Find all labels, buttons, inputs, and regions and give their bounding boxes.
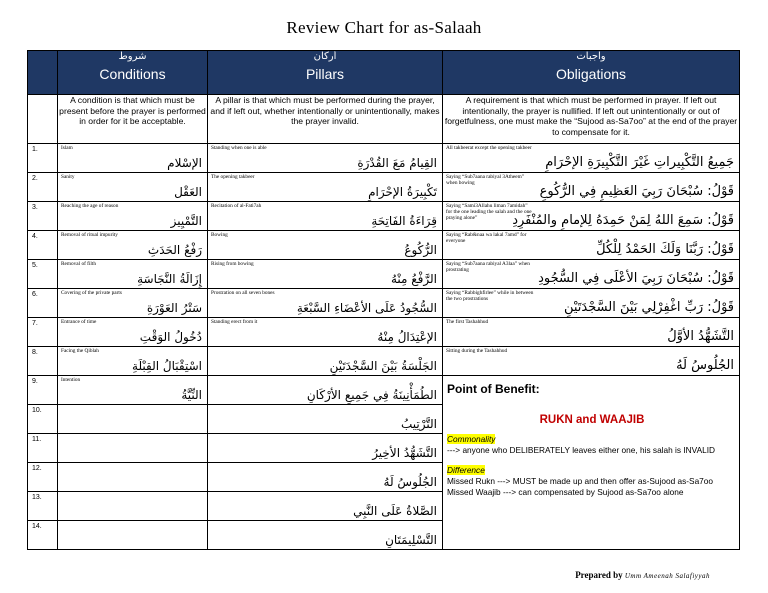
condition-cell [58, 318, 208, 347]
condition-arabic: العَقْل [174, 185, 202, 199]
pillars-description: A pillar is that which must be performed during the prayer, and if left out, whether intentionally or unintentionally, makes the prayer invalid. [208, 95, 443, 144]
pillar-arabic: الصَّلاةُ عَلَى النَّبِي [353, 504, 437, 518]
pillar-cell [208, 347, 443, 376]
table-row [28, 260, 740, 289]
condition-arabic: التَّمْيِيز [170, 214, 202, 228]
pillar-arabic: الجَلْسَةُ بَيْنَ السَّجْدَتَيْنِ [329, 359, 437, 373]
pillar-cell [208, 376, 443, 405]
table-row [28, 173, 740, 202]
condition-english: Covering of the private parts [61, 290, 122, 296]
author-signature: Umm Ameenah Salafiyyah [624, 572, 710, 580]
row-number: 1. [28, 144, 58, 173]
obligation-cell [443, 202, 740, 231]
pillar-arabic: التَّسْلِيمَتَانِ [385, 533, 437, 547]
obligation-cell [443, 318, 740, 347]
row-number: 5. [28, 260, 58, 289]
condition-cell [58, 289, 208, 318]
pillar-arabic: الرَّفْعُ مِنْهُ [390, 272, 437, 286]
obligation-english: Saying “Sub7aana rabiyal A3laa” when prostrating [446, 261, 530, 273]
condition-arabic: الإسْلام [167, 156, 202, 170]
condition-english: Islam [61, 145, 73, 151]
condition-cell [58, 463, 208, 492]
pillar-cell [208, 260, 443, 289]
pillar-cell [208, 434, 443, 463]
pillar-english: Standing when one is able [211, 145, 267, 151]
table-row [28, 289, 740, 318]
obligation-cell [443, 231, 740, 260]
obligation-english: Saying “Rab&naa wa lakal 7amd” for everyone [446, 232, 527, 244]
obligation-english: All takbeerat except the opening takbeer [446, 145, 532, 151]
pillar-arabic: القِيامُ مَعَ القُدْرَةِ [357, 156, 437, 170]
obligation-arabic: قَوْلُ: سُبْحَانَ رَبِيَ الأعْلَى فِي السُّجُودِ [538, 271, 734, 286]
obligation-arabic: التَّشَهُّدُ الأوَّلُ [667, 329, 734, 344]
pillar-arabic: تَكْبِيرَةُ الإحْرَامِ [368, 185, 437, 199]
condition-cell [58, 492, 208, 521]
condition-arabic: رَفْعُ الحَدَثِ [147, 243, 202, 257]
row-number: 11. [28, 434, 58, 463]
condition-cell [58, 202, 208, 231]
condition-cell [58, 144, 208, 173]
pillar-arabic: التَّرْتِيبُ [401, 417, 437, 431]
obligation-english: Saying “Rabbighfirlee” while in between the two prostrations [446, 290, 534, 302]
pillar-cell [208, 521, 443, 550]
obligation-cell [443, 260, 740, 289]
pillar-english: The opening takbeer [211, 174, 255, 180]
obligation-cell [443, 144, 740, 173]
obligation-english: Saying “Sub7aana rabiyal 3Atheem” when bowing [446, 174, 525, 186]
pillar-arabic: الإعْتِدَالُ مِنْهُ [377, 330, 437, 344]
pillar-english: Recitation of al-Fati7ah [211, 203, 262, 209]
row-number: 9. [28, 376, 58, 405]
pillar-english: Bowing [211, 232, 228, 238]
condition-english: Removal of ritual impurity [61, 232, 118, 238]
row-number: 2. [28, 173, 58, 202]
pillar-cell [208, 318, 443, 347]
pillar-cell [208, 231, 443, 260]
obligation-arabic: قَوْلُ: سَمِعَ اللهُ لِمَنْ حَمِدَهُ لِلإمامِ والمُنْفَرِدِ [512, 213, 734, 228]
condition-cell [58, 231, 208, 260]
condition-cell [58, 347, 208, 376]
table-row [28, 231, 740, 260]
footer-credit [575, 570, 710, 580]
pillar-cell [208, 289, 443, 318]
obligation-arabic: جَمِيعُ التَّكْبِيراتِ غَيْرَ التَّكْبِيرَةِ الإحْرَامِ [545, 155, 734, 170]
condition-cell [58, 376, 208, 405]
condition-arabic: اسْتِقْبَالُ القِبْلَةِ [132, 359, 202, 373]
pillar-cell [208, 492, 443, 521]
obligation-english: The first Tashahhud [446, 319, 489, 325]
row-number: 13. [28, 492, 58, 521]
condition-arabic: سَتْرُ العَوْرَةِ [146, 301, 202, 315]
pillar-cell [208, 405, 443, 434]
benefit-subheading: RUKN and WAAJIB [539, 414, 645, 426]
difference-label: Difference [447, 464, 485, 475]
conditions-description: A condition is that which must be present before the prayer is performed in order for it be acceptable. [58, 95, 208, 144]
pillar-english: Rising from bowing [211, 261, 254, 267]
row-number: 6. [28, 289, 58, 318]
obligation-english: Saying “Sami3Allahu liman 7amidah” for the one leading the salah and the one praying alone” [446, 203, 532, 221]
condition-arabic: النِّيَّةُ [181, 388, 202, 402]
pillar-arabic: الجُلُوسُ لَهُ [383, 475, 437, 489]
condition-english: Entrance of time [61, 319, 97, 325]
header-row [28, 51, 740, 95]
obligations-description: A requirement is that which must be performed in prayer. If left out intentionally, the prayer is nullified. If left out unintentionally or out of forgetfulness, one must make the “Sujood as-Sa7oo” at the end of the prayer to compensate for it. [443, 95, 740, 144]
condition-cell [58, 521, 208, 550]
obligation-english: Sitting during the Tashahhud [446, 348, 508, 354]
condition-english: Removal of filth [61, 261, 97, 267]
row-number: 4. [28, 231, 58, 260]
page-title: Review Chart for as-Salaah [286, 18, 482, 37]
row-number: 3. [28, 202, 58, 231]
point-of-benefit [447, 384, 737, 542]
header-obligations: واجبات Obligations [443, 51, 740, 95]
table-row [28, 318, 740, 347]
condition-english: Sanity [61, 174, 75, 180]
obligation-arabic: الجُلُوسُ لَهُ [676, 358, 734, 373]
table-row [28, 202, 740, 231]
pillar-arabic: الرُّكُوعُ [404, 243, 437, 257]
obligation-arabic: قَوْلُ: رَبَّنَا وَلَكَ الحَمْدُ لِلْكُلِّ [596, 242, 734, 257]
obligation-cell [443, 289, 740, 318]
condition-cell [58, 260, 208, 289]
prepared-by-label: Prepared by [575, 570, 623, 580]
pillar-arabic: قِرَاءَةُ الفَاتِحَةِ [371, 214, 437, 228]
row-number: 14. [28, 521, 58, 550]
condition-cell [58, 434, 208, 463]
commonality-text: ---> anyone who DELIBERATELY leaves either one, his salah is INVALID [447, 445, 716, 455]
condition-english: Reaching the age of reason [61, 203, 119, 209]
difference-line-2: Missed Waajib ---> can compensated by Sujood as-Sa7oo alone [447, 487, 684, 497]
obligation-cell [443, 347, 740, 376]
row-number: 12. [28, 463, 58, 492]
row-number: 8. [28, 347, 58, 376]
condition-arabic: إِزَالَةُ النَّجَاسَةِ [137, 272, 202, 286]
pillar-arabic: التَّشَهُّدُ الأخِيرُ [372, 446, 437, 460]
condition-arabic: دُخُولُ الوَقْتِ [139, 330, 202, 344]
header-conditions: شروط Conditions [58, 51, 208, 95]
header-pillars: أركان Pillars [208, 51, 443, 95]
pillar-cell [208, 463, 443, 492]
row-number: 7. [28, 318, 58, 347]
pillar-cell [208, 144, 443, 173]
obligation-cell [443, 173, 740, 202]
pillar-arabic: السُّجُودُ عَلَى الأعْضَاءِ السَّبْعَةِ [296, 301, 437, 315]
obligation-arabic: قَوْلُ: سُبْحَانَ رَبِيَ العَظِيمِ فِي الرُّكُوعِ [539, 184, 734, 199]
pillar-arabic: الطُمَأْنِينَةُ فِي جَمِيعِ الأرْكَانِ [306, 388, 437, 402]
table-row [28, 347, 740, 376]
condition-english: Facing the Qiblah [61, 348, 99, 354]
condition-cell [58, 173, 208, 202]
difference-line-1: Missed Rukn ---> MUST be made up and then offer as-Sujood as-Sa7oo [447, 475, 714, 486]
obligation-arabic: قَوْلُ: رَبِّ اغْفِرْلِي بَيْنَ السَّجْدَتَيْنِ [563, 300, 734, 315]
table-row [28, 144, 740, 173]
condition-english: Intention [61, 377, 81, 383]
description-row [28, 95, 740, 144]
condition-cell [58, 405, 208, 434]
commonality-label: Commonality [447, 434, 496, 444]
pillar-cell [208, 173, 443, 202]
pillar-english: Prostration on all seven bones [211, 290, 275, 296]
pillar-english: Standing erect from it [211, 319, 258, 325]
benefit-heading: Point of Benefit: [447, 382, 540, 396]
pillar-cell [208, 202, 443, 231]
row-number: 10. [28, 405, 58, 434]
